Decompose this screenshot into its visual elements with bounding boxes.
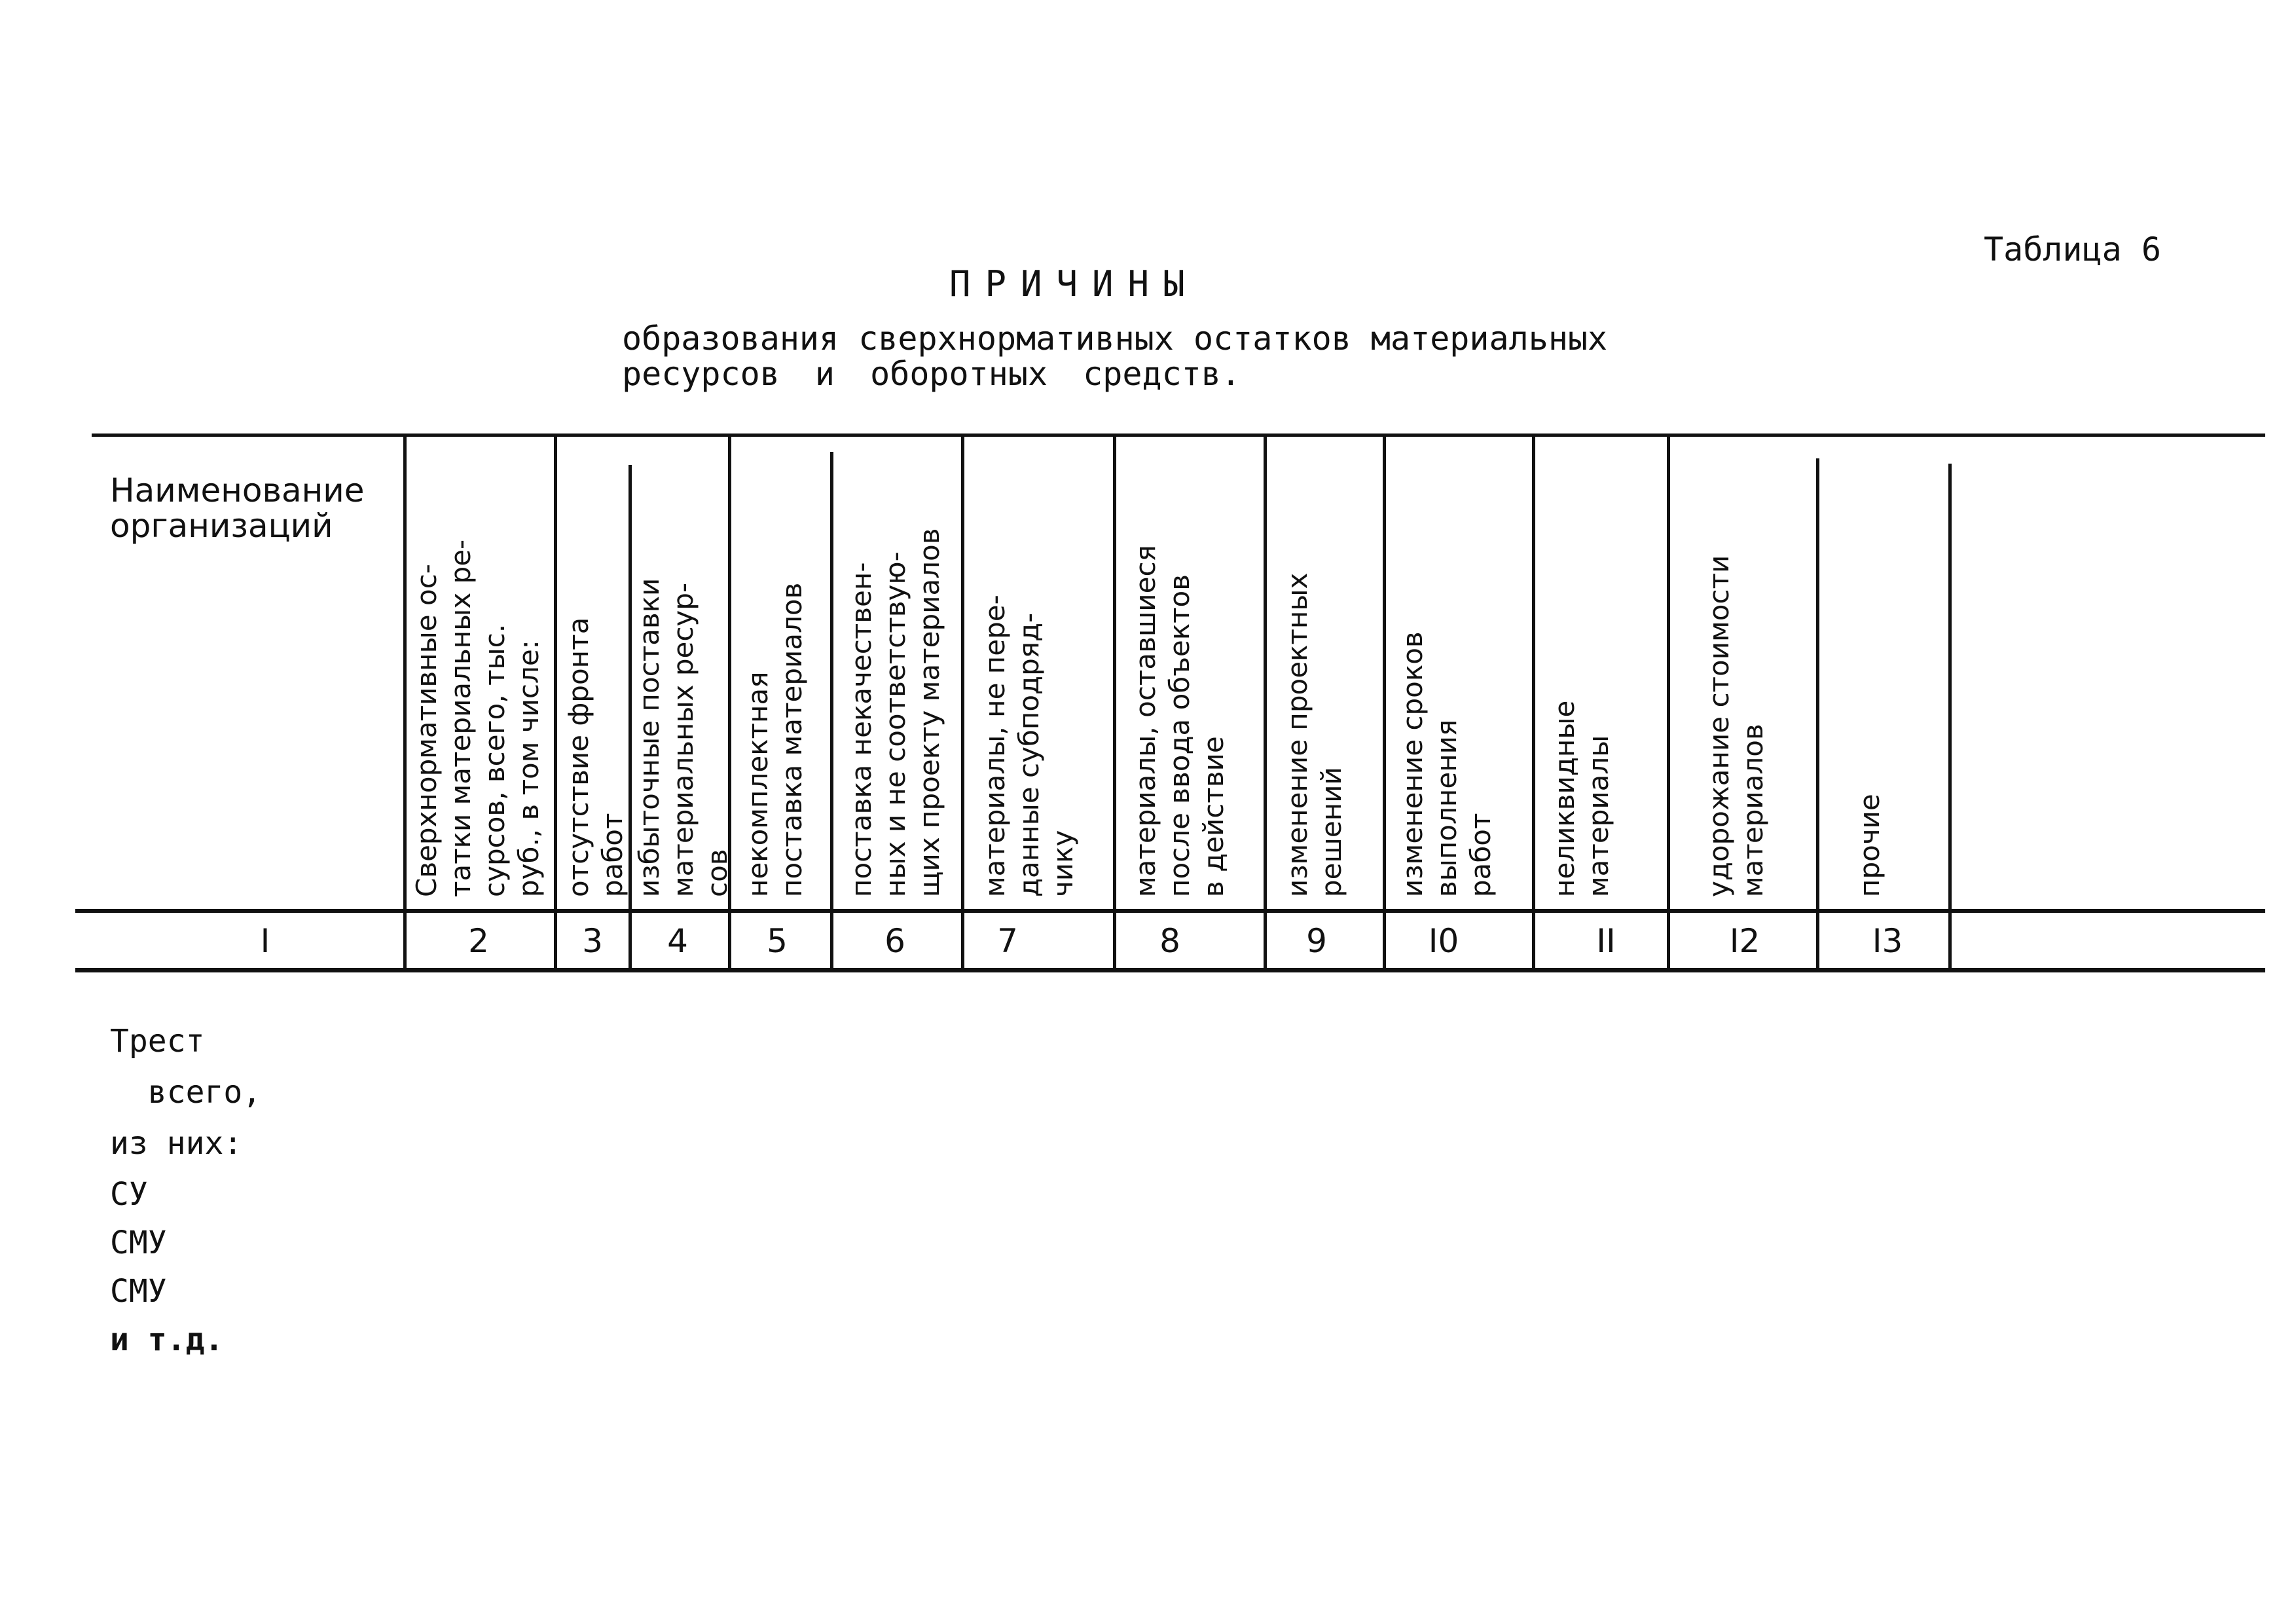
column-header-poor-quality-supply: поставка некачествен- ных и не соответствую- щих проекту материалов bbox=[845, 528, 945, 897]
column-number-8: 8 bbox=[1159, 922, 1180, 960]
row-label-su: СУ bbox=[110, 1176, 148, 1213]
col-sep-8 bbox=[1264, 434, 1267, 968]
column-header-incomplete-supply: некомплектная поставка материалов bbox=[742, 582, 808, 897]
column-header-not-transferred: материалы, не пере- данные субподряд- чику bbox=[979, 595, 1079, 897]
column-header-excess-total: Сверхнормативные ос- татки материальных ре- сурсов, всего, тыс. руб., в том числе: bbox=[410, 539, 545, 897]
col-sep-13 bbox=[1948, 464, 1952, 968]
column-header-organization-line-1: Наименование bbox=[110, 471, 365, 509]
column-number-13: I3 bbox=[1872, 922, 1903, 960]
column-number-5: 5 bbox=[767, 922, 788, 960]
column-header-illiquid-materials: неликвидные материалы bbox=[1548, 700, 1614, 897]
column-number-3: 3 bbox=[582, 922, 603, 960]
column-header-excess-supply: избыточные поставки материальных ресур- сов bbox=[633, 578, 733, 897]
column-number-4: 4 bbox=[667, 922, 688, 960]
column-header-design-changes: изменение проектных решений bbox=[1281, 572, 1347, 897]
column-header-cost-increase: удорожание стоимости материалов bbox=[1703, 555, 1769, 897]
row-label-trust: Трест bbox=[110, 1023, 205, 1060]
column-header-left-after-commissioning: материалы, оставшиеся после ввода объектов в действие bbox=[1129, 545, 1230, 897]
row-label-total: всего, bbox=[110, 1074, 262, 1111]
col-sep-5 bbox=[830, 452, 833, 968]
row-label-smu-1: СМУ bbox=[110, 1225, 167, 1261]
col-sep-7 bbox=[1113, 434, 1116, 968]
column-header-schedule-changes: изменение сроков выполнения работ bbox=[1396, 631, 1497, 897]
col-sep-2 bbox=[554, 434, 557, 968]
column-number-12: I2 bbox=[1729, 922, 1760, 960]
column-number-10: I0 bbox=[1428, 922, 1459, 960]
row-label-of-them: из них: bbox=[110, 1125, 243, 1162]
document-subtitle-line-1: образования сверхнормативных остатков материальных bbox=[622, 320, 1608, 358]
column-number-2: 2 bbox=[468, 922, 489, 960]
column-number-9: 9 bbox=[1306, 922, 1327, 960]
document-title: ПРИЧИНЫ bbox=[949, 263, 1199, 304]
table-top-rule bbox=[92, 434, 2265, 437]
column-number-6: 6 bbox=[884, 922, 905, 960]
col-sep-10 bbox=[1532, 434, 1535, 968]
column-header-organization bbox=[110, 473, 365, 544]
row-label-smu-2: СМУ bbox=[110, 1273, 167, 1310]
document-subtitle-line-2: ресурсов и оборотных средств. bbox=[622, 355, 1241, 393]
column-header-organization-line-2: организаций bbox=[110, 507, 333, 545]
column-number-7: 7 bbox=[997, 922, 1018, 960]
column-number-11: II bbox=[1596, 922, 1616, 960]
column-header-no-work-front: отсутствие фронта работ bbox=[562, 617, 629, 897]
col-sep-1 bbox=[403, 434, 407, 968]
column-number-1: I bbox=[260, 922, 270, 960]
col-sep-12 bbox=[1816, 458, 1819, 968]
col-sep-11 bbox=[1667, 434, 1670, 968]
col-sep-9 bbox=[1383, 434, 1386, 968]
column-header-other: прочие bbox=[1853, 794, 1886, 897]
table-number-label: Таблица 6 bbox=[1984, 231, 2161, 268]
col-sep-6 bbox=[961, 434, 964, 968]
numbers-bottom-rule bbox=[75, 968, 2265, 972]
row-label-etc: и т.д. bbox=[110, 1321, 224, 1358]
